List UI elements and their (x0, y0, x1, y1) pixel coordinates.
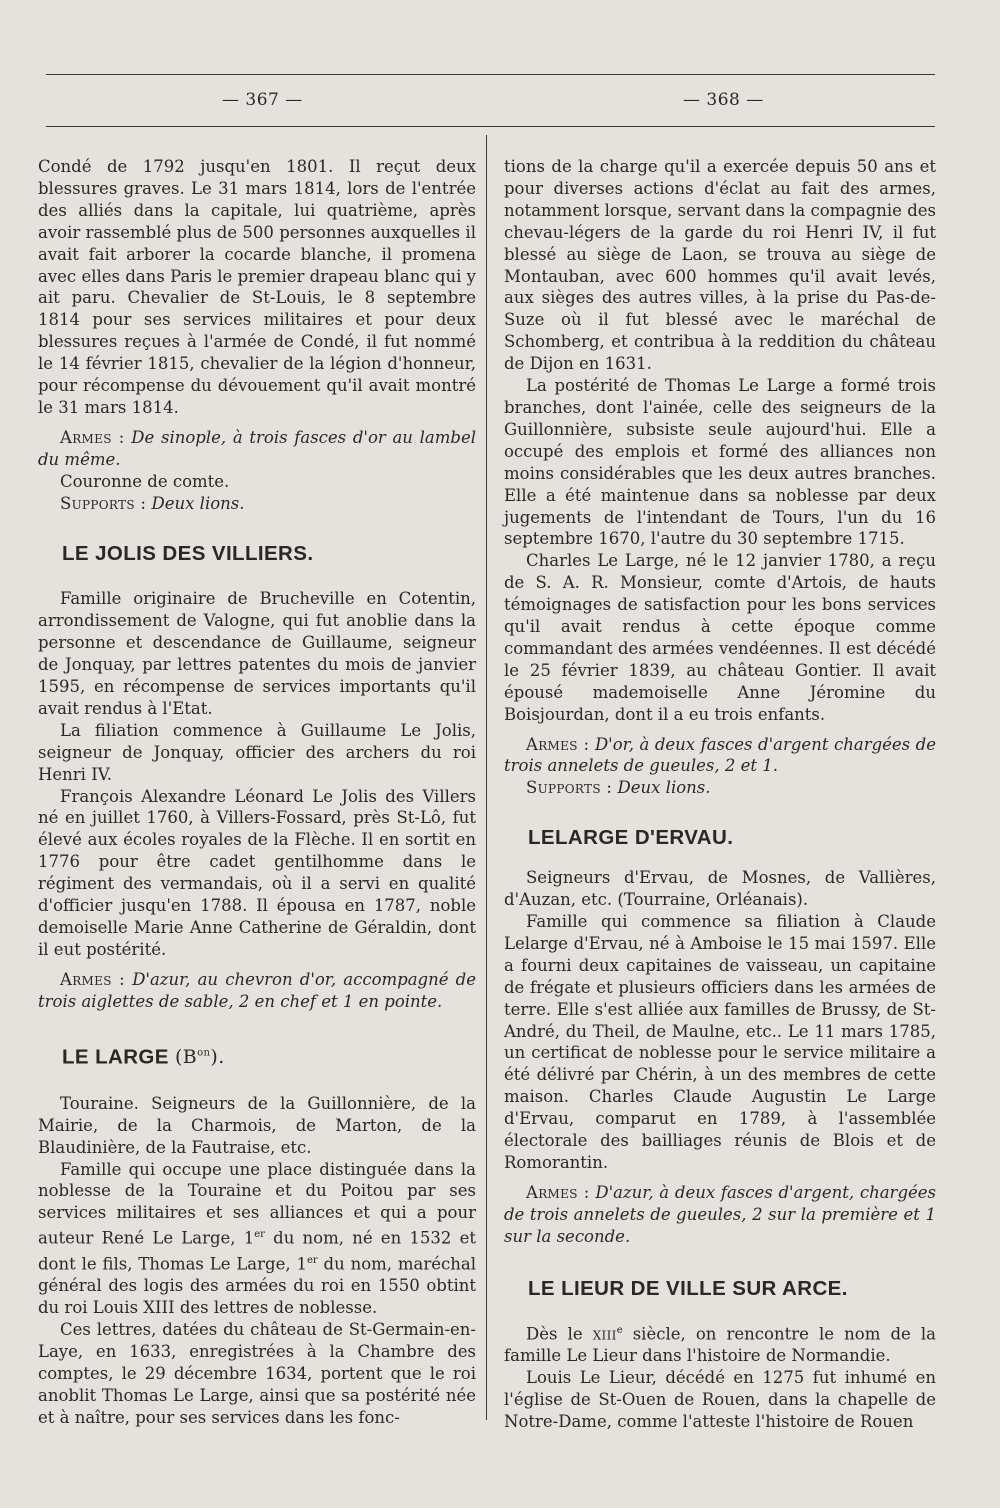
section-heading-le-lieur: LE LIEUR DE VILLE SUR ARCE. (528, 1276, 848, 1300)
section-heading-le-jolis: LE JOLIS DES VILLIERS. (62, 541, 314, 565)
text-run: du nom, maréchal général des logis des armées du roi en 1550 obtint du roi Louis XIII des lettres de noblesse. (38, 1254, 476, 1318)
page-number-right: — 368 — (683, 90, 764, 110)
supports-line (38, 493, 476, 515)
supports-text: Deux lions. (617, 778, 711, 798)
paragraph: Condé de 1792 jusqu'en 1801. Il reçut deux blessures graves. Le 31 mars 1814, lors de l'entrée des alliés dans la capitale, lui quatrième, après avoir rassemblé plus de 500 personnes auxquelles il avait fait arborer la cocarde blanche, il promena avec elles dans Paris le premier drapeau blanc qui y ait paru. Chevalier de St-Louis, le 8 septembre 1814 pour ses services militaires et pour deux blessures reçues à l'armée de Condé, il fut nommé le 14 février 1815, chevalier de la légion d'honneur, pour récompense du dévouement qu'il avait montré le 31 mars 1814. (38, 157, 476, 417)
arms-blazon (504, 1182, 936, 1248)
paragraph: Seigneurs d'Ervau, de Mosnes, de Vallières, d'Auzan, etc. (Tourraine, Orléanais). (504, 868, 936, 910)
arms-label: Armes : (60, 427, 125, 447)
arms-blazon (38, 427, 476, 471)
header-rule-bottom (46, 126, 935, 127)
paragraph (504, 1320, 936, 1367)
suffix-close: ). (210, 1045, 225, 1068)
paragraph: Louis Le Lieur, décédé en 1275 fut inhumé en l'église de St-Ouen de Rouen, dans la chapelle de Notre-Dame, comme l'atteste l'histoire de Rouen (504, 1367, 936, 1431)
suffix-sup: on (197, 1047, 211, 1059)
arms-label: Armes : (526, 1182, 590, 1202)
column-divider (486, 135, 487, 1420)
arms-text: D'or, à deux fasces d'argent chargées de trois annelets de gueules, 2 et 1. (504, 734, 936, 776)
right-column (504, 156, 936, 1433)
section-heading-lelarge-dervau: LELARGE D'ERVAU. (528, 826, 734, 850)
header-rule-top (46, 74, 935, 75)
century-numeral: xiii (592, 1324, 617, 1343)
paragraph: Touraine. Seigneurs de la Guillonnière, de la Mairie, de la Charmois, de Marton, de la Blaudinière, de la Fautraise, etc. (38, 1093, 476, 1157)
paragraph: Charles Le Large, né le 12 janvier 1780, a reçu de S. A. R. Monsieur, comte d'Artois, de hauts témoignages de satisfaction pour les bons services qu'il avait rendus à cette époque comme commandant des armées vendéennes. Il est décédé le 25 février 1839, au château Gontier. Il avait épousé mademoiselle Anne Jéromine du Boisjourdan, dont il a eu trois enfants. (504, 551, 936, 724)
supports-label: Supports : (526, 778, 613, 798)
text-run: siècle, on rencontre le nom de la famille Le Lieur dans l'histoire de Normandie. (504, 1324, 936, 1365)
suffix-open: (B (174, 1045, 198, 1068)
left-column (38, 156, 476, 1428)
arms-text: D'azur, à deux fasces d'argent, chargées de trois annelets de gueules, 2 sur la première et 1 sur la seconde. (504, 1182, 937, 1246)
text-run: du nom, né en 1532 et dont le fils, Thomas Le Large, 1 (38, 1228, 476, 1274)
ordinal-sup: e (616, 1324, 623, 1336)
supports-line (504, 777, 936, 799)
paragraph: tions de la charge qu'il a exercée depuis 50 ans et pour diverses actions d'éclat au fait des armes, notamment lorsque, servant dans la compagnie des chevau-légers de la garde du roi Henri IV, il fut blessé au siège de Laon, se trouva au siège de Montauban, avec 600 hommes qu'il avait levés, aux sièges des autres villes, à la prise du Pas-de-Suze où il fut blessé avec le maréchal de Schomberg, et contribua à la reddition du château de Dijon en 1631. (504, 157, 936, 374)
paragraph: La postérité de Thomas Le Large a formé trois branches, dont l'ainée, celle des seigneurs de la Guillonnière, subsiste seule aujourd'hui. Elle a occupé des emplois et formé des alliances non moins considérables que les deux autres branches. Elle a été maintenue dans sa noblesse par deux jugements de l'intendant de Tours, l'un du 16 septembre 1670, l'autre du 30 septembre 1715. (504, 376, 936, 549)
arms-blazon (504, 734, 936, 778)
paragraph: Famille qui commence sa filiation à Claude Lelarge d'Ervau, né à Amboise le 15 mai 1597. Elle a fourni deux capitaines de vaisseau, un capitaine de frégate et plusieurs officiers dans les armées de terre. Elle s'est alliée aux familles de Brussy, de St-André, du Theil, de Maulne, etc.. Le 11 mars 1785, un certificat de noblesse pour le service militaire a été délivré par Chérin, à un des membres de cette maison. Charles Claude Augustin Le Large d'Ervau, comparut en 1789, à l'assemblée électorale des bailliages réunis de Blois et de Romorantin. (504, 912, 936, 1172)
section-heading-le-large (38, 1043, 476, 1069)
crown-line: Couronne de comte. (60, 471, 230, 491)
heading-title-suffix (175, 1046, 225, 1068)
supports-text: Deux lions. (151, 493, 245, 513)
paragraph: La filiation commence à Guillaume Le Jolis, seigneur de Jonquay, officier des archers du roi Henri IV. (38, 720, 476, 784)
paragraph: Famille originaire de Brucheville en Cotentin, arrondissement de Valogne, qui fut anoblie dans la personne et descendance de Guillaume, seigneur de Jonquay, par lettres patentes du mois de janvier 1595, en récompense de services importants qu'il avait rendus à l'Etat. (38, 589, 476, 718)
ordinal-sup: er (254, 1229, 265, 1241)
arms-label: Armes : (60, 969, 126, 989)
paragraph (38, 1159, 476, 1319)
ordinal-sup: er (306, 1254, 318, 1266)
text-run: Dès le (526, 1324, 593, 1343)
text-run: Famille qui occupe une place distinguée dans la noblesse de la Touraine et du Poitou par ses services militaires et ses alliances et qui a pour auteur René Le Large, 1 (38, 1159, 476, 1248)
page-number-left: — 367 — (222, 90, 303, 110)
paragraph: Ces lettres, datées du château de St-Germain-en-Laye, en 1633, enregistrées à la Chambre des comptes, le 29 décembre 1634, portent que le roi anoblit Thomas Le Large, ainsi que sa postérité née et à naître, pour ses services dans les fonc- (38, 1319, 476, 1427)
heading-text: LE LARGE (62, 1044, 169, 1068)
arms-label: Armes : (526, 734, 590, 754)
supports-label: Supports : (60, 493, 147, 513)
arms-text: De sinople, à trois fasces d'or au lambel du même. (38, 427, 476, 469)
paragraph: François Alexandre Léonard Le Jolis des Villers né en juillet 1760, à Villers-Fossard, près St-Lô, fut élevé aux écoles royales de la Flèche. Il en sortit en 1776 pour être cadet gentilhomme dans le régiment des vermandais, où il a servi en qualité d'officier jusqu'en 1788. Il épousa en 1787, noble demoiselle Marie Anne Catherine de Géraldin, dont il eut postérité. (38, 786, 476, 959)
arms-text: D'azur, au chevron d'or, accompagné de trois aiglettes de sable, 2 en chef et 1 en pointe. (38, 969, 476, 1011)
arms-blazon (38, 969, 476, 1013)
